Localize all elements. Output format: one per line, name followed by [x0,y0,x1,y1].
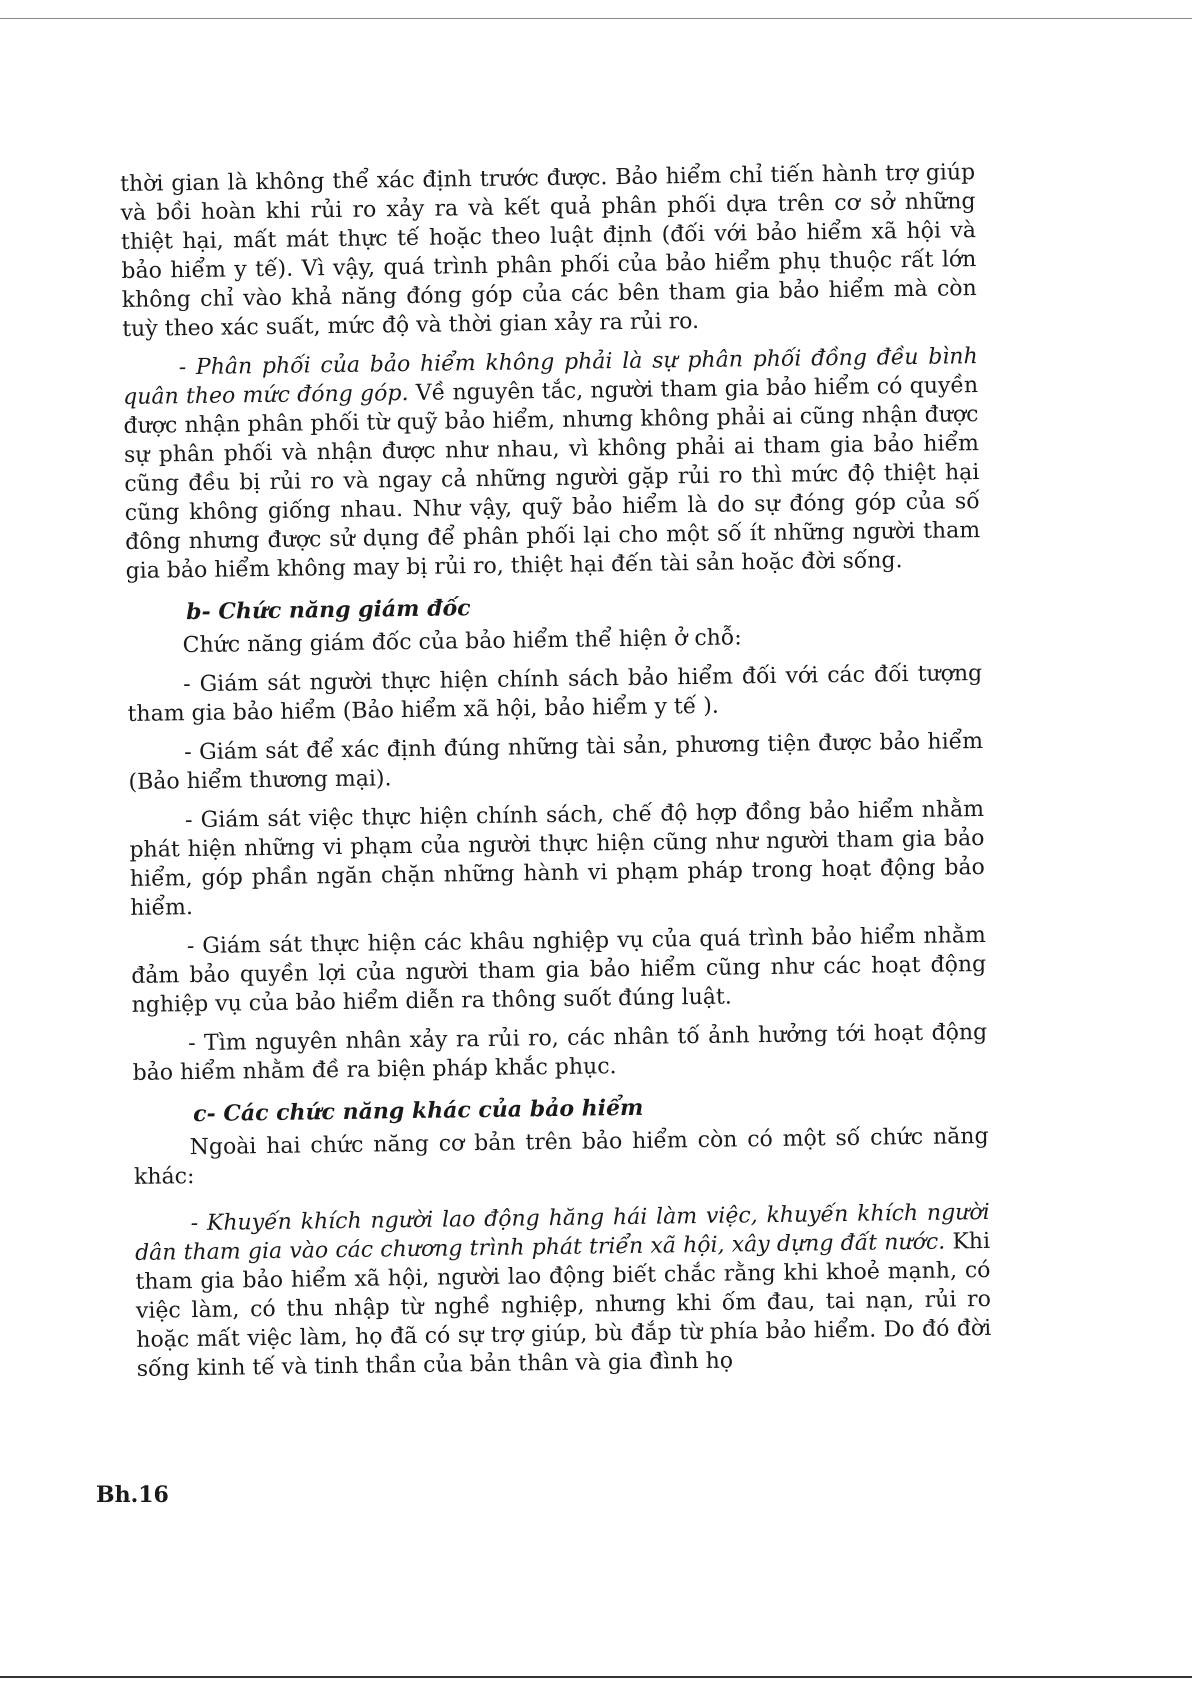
scan-mark-bottom [0,1676,1192,1678]
paragraph-1: thời gian là không thể xác định trước được. Bảo hiểm chỉ tiến hành trợ giúp và bồi hoàn khi rủi ro xảy ra và kết quả phân phối dựa trên cơ sở những thiệt hại, mất mát thực tế hoặc theo luật định (đối với bảo hiểm xã hội và bảo hiểm y tế). Vì vậy, quá trình phân phối của bảo hiểm phụ thuộc rất lớn không chỉ vào khả năng đóng góp của các bên tham gia bảo hiểm mà còn tuỳ theo xác suất, mức độ và thời gian xảy ra rủi ro. [120,160,977,342]
scan-mark-top [0,18,1192,19]
paragraph-4: - Giám sát người thực hiện chính sách bảo hiểm đối với các đối tượng tham gia bảo hiểm (Bảo hiểm xã hội, bảo hiểm y tế ). [127,661,983,727]
paragraph-10 [135,1198,992,1384]
document-body [120,158,992,1384]
paragraph-6: - Giám sát việc thực hiện chính sách, chế độ hợp đồng bảo hiểm nhằm phát hiện những vi phạm của người thực hiện cũng như người tham gia bảo hiểm, góp phần ngăn chặn những hành vi phạm pháp trong hoạt động bảo hiểm. [129,797,985,921]
paragraph-9: Ngoài hai chức năng cơ bản trên bảo hiểm còn có một số chức năng khác: [133,1123,989,1190]
paragraph-3: Chức năng giám đốc của bảo hiểm thể hiện ở chỗ: [182,625,742,659]
paragraph-7: - Giám sát thực hiện các khâu nghiệp vụ của quá trình bảo hiểm nhằm đảm bảo quyền lợi của người tham gia bảo hiểm cũng như các hoạt động nghiệp vụ của bảo hiểm diễn ra thông suốt đúng luật. [131,922,987,1018]
paragraph-10-body: Khi tham gia bảo hiểm xã hội, người lao động biết chắc rằng khi khoẻ mạnh, có việc làm, có thu nhập từ nghề nghiệp, nhưng khi ốm đau, tai nạn, rủi ro hoặc mất việc làm, họ đã có sự trợ giúp, bù đắp từ phía bảo hiểm. Do đó đời sống kinh tế và tinh thần của bản thân và gia đình họ [135,1228,992,1382]
heading-b: b- Chức năng giám đốc [185,595,471,626]
paragraph-5: - Giám sát để xác định đúng những tài sản, phương tiện được bảo hiểm (Bảo hiểm thương mại). [128,729,984,795]
heading-c: c- Các chức năng khác của bảo hiểm [193,1094,644,1128]
paragraph-8: - Tìm nguyên nhân xảy ra rủi ro, các nhân tố ảnh hưởng tới hoạt động bảo hiểm nhằm đề ra biện pháp khắc phục. [132,1019,988,1086]
paragraph-2-body: Về nguyên tắc, người tham gia bảo hiểm có quyền được nhận phân phối từ quỹ bảo hiểm, nhưng không phải ai cũng nhận được sự phân phối và nhận được như nhau, vì không phải ai tham gia bảo hiểm cũng đều bị rủi ro và ngay cả những người gặp rủi ro thì mức độ thiệt hại cũng không giống nhau. Như vậy, quỹ bảo hiểm là do sự đóng góp của số đông nhưng được sử dụng để phân phối lại cho một số ít những người tham gia bảo hiểm không may bị rủi ro, thiệt hại đến tài sản hoặc đời sống. [123,373,981,584]
paragraph-2-lead: - Phân phối của bảo hiểm không phải là sự phân phối đồng đều bình quân theo mức đóng góp. [123,344,978,410]
page-footer-code: Bh.16 [96,1482,169,1508]
paragraph-10-lead: - Khuyến khích người lao động hăng hái làm việc, khuyến khích người dân tham gia vào các chương trình phát triển xã hội, xây dựng đất nước. [134,1199,990,1266]
paragraph-2 [123,342,981,586]
